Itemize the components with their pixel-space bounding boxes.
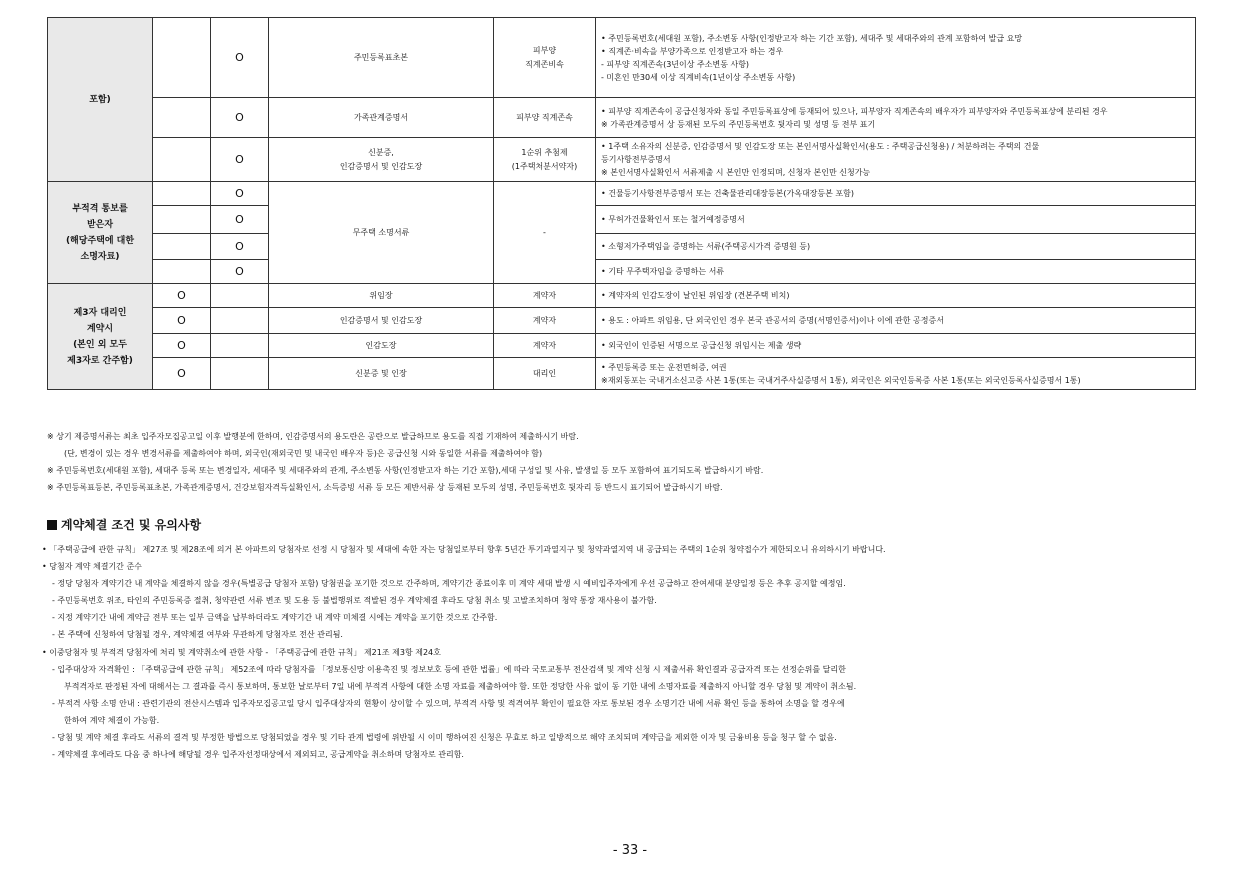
contract-line: - 당첨 및 계약 체결 후라도 서류의 결격 및 부정한 방법으로 당첨되었을 경우 및 기타 관계 법령에 위반될 시 이미 행하여진 신청은 무효로 하고 일방적으로 해약 조치되며 계약금을 제외한 이자 및 금융비용 등을 청구 할 수 없음.	[52, 733, 837, 743]
target-cell	[494, 182, 596, 284]
remark-line: - 미혼인 만30세 이상 직계비속(1년이상 주소변동 사항)	[601, 72, 796, 82]
remark-line: • 기타 무주택자임을 증명하는 서류	[601, 267, 725, 276]
remarks-cell	[596, 284, 1196, 308]
category-label: 제3자 대리인	[73, 307, 127, 318]
table-row	[48, 18, 1196, 98]
applicant-mark-cell: O	[153, 284, 211, 308]
applicant-mark-cell	[153, 18, 211, 98]
applicant-mark-cell	[153, 234, 211, 260]
table-footnotes	[47, 428, 1207, 496]
category-label: 제3자로 간주함)	[67, 355, 133, 366]
remarks-cell	[596, 234, 1196, 260]
document-name: 인감증명서 및 인감도장	[339, 315, 423, 325]
applicant-mark-cell	[153, 182, 211, 206]
remarks-cell	[596, 182, 1196, 206]
footnote-line: ※ 주민등록번호(세대원 포함), 세대주 등록 또는 변경일자, 세대주 및 세대주와의 관계, 주소변동 사항(인정받고자 하는 기간 포함),세대 구성일 및 사유, 발생일 등 모두 포함하여 표기되도록 발급하시기 바람.	[47, 466, 764, 475]
document-name: 주민등록표초본	[353, 52, 409, 62]
category-cell	[48, 182, 153, 284]
remark-line: • 외국인이 인증된 서명으로 공급신청 위임시는 제출 생략	[601, 341, 802, 350]
agent-mark-cell: O	[211, 98, 269, 138]
target-cell	[494, 308, 596, 334]
square-bullet-icon	[47, 520, 57, 530]
remark-line: - 피부양 직계존속(3년이상 주소변동 사항)	[601, 59, 750, 69]
document-name: 가족관계증명서	[353, 112, 409, 122]
table-row	[48, 138, 1196, 182]
document-name: 위임장	[369, 290, 393, 300]
target-text: -	[543, 227, 546, 237]
document-name: 신분증,	[368, 147, 394, 157]
table-row	[48, 308, 1196, 334]
remark-line: • 건물등기사항전부증명서 또는 건축물관리대장등본(가옥대장등본 포함)	[601, 189, 854, 198]
contract-line: • 이중당첨자 및 부적격 당첨자에 처리 및 계약취소에 관한 사항 - 「주택공급에 관한 규칙」 제21조 제3항 제24호	[42, 647, 441, 657]
remarks-cell	[596, 334, 1196, 358]
target-cell	[494, 138, 596, 182]
required-documents-table	[47, 17, 1196, 390]
target-text: (1주택처분서약자)	[511, 161, 578, 171]
target-text: 1순위 추첨제	[521, 147, 568, 157]
footnote-line: (단, 변경이 있는 경우 변경서류를 제출하여야 하며, 외국인(재외국민 및 내국인 배우자 등)은 공급신청 시와 동일한 서류를 제출하여야 함)	[64, 449, 543, 458]
target-cell	[494, 358, 596, 390]
category-label: 소명자료)	[80, 251, 120, 262]
applicant-mark-cell	[153, 206, 211, 234]
target-cell	[494, 284, 596, 308]
remark-line: • 용도 : 아파트 위임용, 단 외국인인 경우 본국 관공서의 증명(서명인증서)이나 이에 관한 공정증서	[601, 316, 944, 325]
agent-mark-cell: O	[211, 260, 269, 284]
remarks-cell	[596, 358, 1196, 390]
contract-line: • 「주택공급에 관한 규칙」 제27조 및 제28조에 의거 본 아파트의 당첨자로 선정 시 당첨자 및 세대에 속한 자는 당첨일로부터 향후 5년간 투기과열지구 및 청약과열지역 내 공급되는 주택의 1순위 청약접수가 제한되오니 유의하시기 바랍니다.	[42, 545, 886, 554]
remarks-cell	[596, 18, 1196, 98]
remark-line: ※ 본인서명사실확인서 서류제출 시 본인만 인정되며, 신청자 본인만 신청가능	[601, 168, 871, 177]
document-name-cell	[269, 18, 494, 98]
table-row	[48, 206, 1196, 234]
agent-mark-cell: O	[211, 138, 269, 182]
footnote-line: ※ 주민등록표등본, 주민등록표초본, 가족관계증명서, 건강보험자격득실확인서, 소득증빙 서류 등 모든 제반서류 상 등재된 모두의 성명, 주민등록번호 뒷자리 등 반드시 표기되어 발급하시기 바람.	[47, 483, 723, 492]
agent-mark-cell: O	[211, 18, 269, 98]
applicant-mark-cell	[153, 98, 211, 138]
target-text: 계약자	[532, 290, 557, 300]
remark-line: 등기사항전부증명서	[601, 155, 671, 164]
table-row	[48, 284, 1196, 308]
agent-mark-cell	[211, 334, 269, 358]
table-row	[48, 358, 1196, 390]
remarks-cell	[596, 206, 1196, 234]
document-name-cell	[269, 182, 494, 284]
category-label: (해당주택에 대한	[65, 235, 135, 246]
remark-line: • 직계존·비속을 부양가족으로 인정받고자 하는 경우	[601, 46, 784, 56]
contract-line: - 지정 계약기간 내에 계약금 전부 또는 일부 금액을 납부하더라도 계약기간 내 계약 미체결 시에는 계약을 포기한 것으로 간주함.	[52, 613, 498, 623]
agent-mark-cell: O	[211, 234, 269, 260]
contract-line: - 입주대상자 자격확인 : 「주택공급에 관한 규칙」 제52조에 따라 당첨자를 「정보통신망 이용촉진 및 정보보호 등에 관한 법률」에 따라 국토교통부 전산검색 및 계약 신청 시 제출서류 확인결과 공급자격 또는 선정순위를 달리한	[52, 664, 846, 674]
document-name-cell	[269, 284, 494, 308]
category-label: 포함)	[89, 94, 111, 105]
remarks-cell	[596, 308, 1196, 334]
target-text: 대리인	[532, 368, 557, 378]
agent-mark-cell	[211, 308, 269, 334]
table-row	[48, 98, 1196, 138]
applicant-mark-cell: O	[153, 334, 211, 358]
contract-line: 부적격자로 판정된 자에 대해서는 그 결과를 즉시 통보하며, 통보한 날로부터 7일 내에 부적격 사항에 대한 소명 자료를 제출하여야 함. 또한 정당한 사유 없이 동 기한 내에 소명자료를 제출하지 아니할 경우 당첨 및 계약이 취소됨.	[64, 681, 857, 691]
agent-mark-cell: O	[211, 206, 269, 234]
contract-line: - 정당 당첨자 계약기간 내 계약을 체결하지 않을 경우(특별공급 당첨자 포함) 당첨권을 포기한 것으로 간주하며, 계약기간 종료이후 미 계약 세대 발생 시 예비입주자에게 우선 공급하고 잔여세대 분양일정 등은 추후 공지할 예정임.	[52, 579, 846, 589]
document-name: 신분증 및 인장	[355, 368, 407, 378]
remark-line: ※ 가족관계증명서 상 등재된 모두의 주민등록번호 뒷자리 및 성명 등 전부 표기	[601, 119, 876, 129]
target-text: 계약자	[532, 315, 557, 325]
target-text: 피부양 직계존속	[516, 112, 573, 122]
remarks-cell	[596, 260, 1196, 284]
document-name-cell	[269, 334, 494, 358]
target-text: 직계존비속	[525, 59, 564, 69]
target-cell	[494, 18, 596, 98]
target-text: 계약자	[532, 340, 557, 350]
table-row	[48, 260, 1196, 284]
category-cell	[48, 284, 153, 390]
agent-mark-cell	[211, 284, 269, 308]
remarks-cell	[596, 138, 1196, 182]
applicant-mark-cell	[153, 260, 211, 284]
document-name: 무주택 소명서류	[352, 227, 410, 237]
table-row	[48, 182, 1196, 206]
contract-line: - 주민등록번호 위조, 타인의 주민등록증 절취, 청약관련 서류 변조 및 도용 등 불법행위로 적발된 경우 계약체결 후라도 당첨 취소 및 고발조치하며 청약 통장 재사용이 불가함.	[52, 596, 657, 606]
target-cell	[494, 334, 596, 358]
remark-line: ※재외동포는 국내거소신고증 사본 1통(또는 국내거주사실증명서 1통), 외국인은 외국인등록증 사본 1통(또는 외국인등록사실증명서 1통)	[601, 375, 1081, 385]
contract-line: - 계약체결 후에라도 다음 중 하나에 해당될 경우 입주자선정대상에서 제외되고, 공급계약을 취소하며 당첨자로 관리함.	[52, 750, 464, 760]
contract-line: 한하여 계약 체결이 가능함.	[64, 715, 160, 725]
table-row	[48, 234, 1196, 260]
document-name: 인감증명서 및 인감도장	[339, 161, 423, 171]
remark-line: • 소형저가주택임을 증명하는 서류(주택공시가격 증명원 등)	[601, 242, 811, 251]
contract-line: - 본 주택에 신청하여 당첨될 경우, 계약체결 여부와 무관하게 당첨자로 전산 관리됨.	[52, 630, 343, 640]
table-row	[48, 334, 1196, 358]
category-label: 부적격 통보를	[72, 203, 128, 214]
document-name: 인감도장	[365, 340, 397, 350]
section-title: 계약체결 조건 및 유의사항	[61, 518, 202, 532]
target-text: 피부양	[532, 45, 557, 55]
remark-line: • 무허가건물확인서 또는 철거예정증명서	[601, 215, 745, 224]
category-label: 계약시	[86, 323, 114, 334]
category-label: (본인 외 모두	[73, 339, 127, 350]
category-cell	[48, 18, 153, 182]
footnote-line: ※ 상기 제증명서류는 최초 입주자모집공고일 이후 발행분에 한하며, 인감증명서의 용도란은 공란으로 발급하므로 용도를 직접 기재하여 제출하시기 바람.	[47, 432, 579, 441]
section-heading	[47, 516, 201, 533]
agent-mark-cell: O	[211, 182, 269, 206]
document-name-cell	[269, 138, 494, 182]
remark-line: • 피부양 직계존속이 공급신청자와 동일 주민등록표상에 등재되어 있으나, 피부양자 직계존속의 배우자가 피부양자와 주민등록표상에 분리된 경우	[601, 106, 1108, 116]
remark-line: • 계약자의 인감도장이 날인된 위임장 (견본주택 비치)	[601, 291, 790, 300]
target-cell	[494, 98, 596, 138]
remark-line: • 1주택 소유자의 신분증, 인감증명서 및 인감도장 또는 본인서명사실확인서(용도 : 주택공급신청용) / 처분하려는 주택의 건물	[601, 142, 1040, 151]
remark-line: • 주민등록증 또는 운전면허증, 여권	[601, 362, 727, 372]
applicant-mark-cell: O	[153, 358, 211, 390]
remark-line: • 주민등록번호(세대원 포함), 주소변동 사항(인정받고자 하는 기간 포함), 세대주 및 세대주와의 관계 포함하여 발급 요망	[601, 33, 1023, 43]
document-name-cell	[269, 358, 494, 390]
applicant-mark-cell	[153, 138, 211, 182]
document-name-cell	[269, 308, 494, 334]
document-name-cell	[269, 98, 494, 138]
contract-conditions	[42, 541, 1222, 763]
contract-line: • 당첨자 계약 체결기간 준수	[42, 562, 142, 572]
page-number: - 33 -	[612, 843, 648, 858]
remarks-cell	[596, 98, 1196, 138]
category-label: 받은자	[86, 219, 114, 230]
agent-mark-cell	[211, 358, 269, 390]
applicant-mark-cell: O	[153, 308, 211, 334]
contract-line: - 부적격 사항 소명 안내 : 관련기관의 전산시스템과 입주자모집공고일 당시 입주대상자의 현황이 상이할 수 있으며, 부적격 사항 및 적격여부 확인이 필요한 자로 통보된 경우 소명기간 내에 서류 확인 등을 통하여 소명을 할 경우에	[52, 698, 845, 708]
